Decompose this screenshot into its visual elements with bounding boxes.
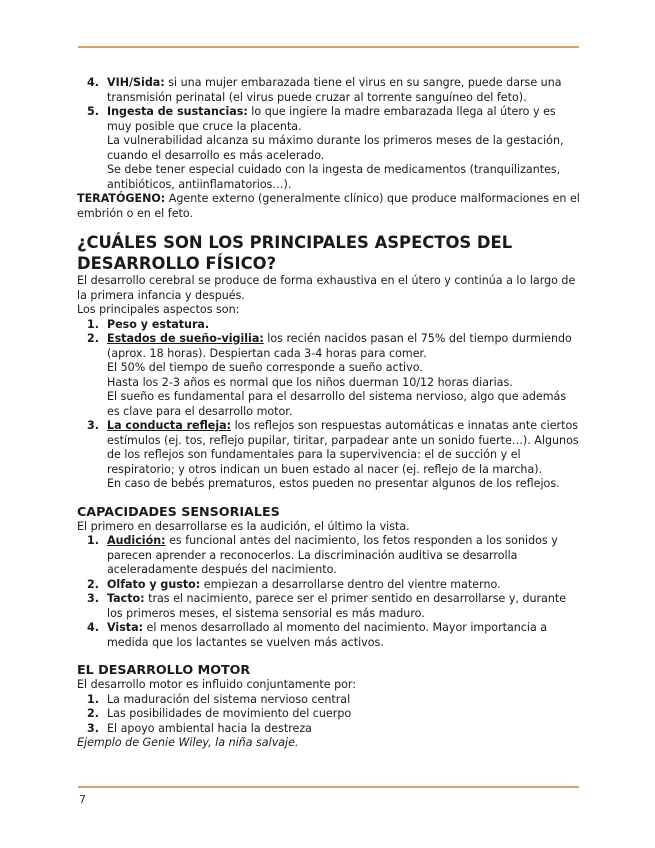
- item-text: lo que ingiere la madre embarazada llega al útero y es muy posible que cruce la placenta.: [107, 105, 556, 133]
- item-term: Olfato y gusto:: [107, 577, 201, 591]
- item-number: 1.: [87, 317, 99, 331]
- definition-text: Agente externo (generalmente clínico) que produce malformaciones en el embrión o en el feto.: [77, 192, 580, 220]
- definition-term: TERATÓGENO:: [77, 192, 166, 205]
- item-number: 1.: [87, 692, 99, 706]
- item-text: el menos desarrollado al momento del nacimiento. Mayor importancia a medida que los lactantes se vuelven más activos.: [107, 621, 548, 649]
- list-item-vista: [77, 621, 581, 650]
- section-title-desarrollo-fisico: ¿CUÁLES SON LOS PRINCIPALES ASPECTOS DEL DESARROLLO FÍSICO?: [77, 233, 513, 273]
- item-term: Vista:: [107, 621, 144, 634]
- item-term: VIH/Sida:: [107, 76, 165, 89]
- item-term: Audición:: [107, 534, 166, 547]
- page-number: 7: [79, 793, 86, 806]
- list-item-sueno: [77, 332, 581, 419]
- item-number: 2.: [87, 707, 99, 720]
- item-number: 2.: [87, 332, 99, 345]
- list-top: [77, 76, 581, 192]
- item-text: los recién nacidos pasan el 75% del tiempo durmiendo (aprox. 18 horas). Despiertan cada 3-4 horas para comer.: [107, 332, 572, 360]
- list-item-tacto: [77, 592, 581, 621]
- item-extra: Hasta los 2-3 años es normal que los niños duerman 10/12 horas diarias.: [107, 375, 513, 389]
- section-intro: El desarrollo motor es influido conjuntamente por:: [77, 678, 357, 691]
- list-item-apoyo: [77, 722, 581, 737]
- item-number: 4.: [87, 621, 99, 634]
- list-item-peso: [77, 318, 581, 333]
- item-number: 5.: [87, 105, 99, 118]
- item-number: 3.: [87, 592, 99, 605]
- item-term: La conducta refleja:: [107, 419, 232, 432]
- page-content: [77, 76, 581, 751]
- section-intro: El primero en desarrollarse es la audición, el último la vista.: [77, 519, 410, 533]
- item-term: Ingesta de sustancias:: [107, 105, 248, 118]
- teratogeno-definition: [77, 192, 581, 221]
- item-text: El apoyo ambiental hacia la destreza: [107, 721, 312, 735]
- item-text: si una mujer embarazada tiene el virus en su sangre, puede darse una transmisión perinatal (el virus puede cruzar al torrente sanguíneo del feto).: [107, 76, 562, 104]
- item-number: 3.: [87, 419, 99, 432]
- item-term: Peso y estatura.: [107, 317, 210, 331]
- item-text: Las posibilidades de movimiento del cuerpo: [107, 707, 352, 720]
- list-motor: [77, 693, 581, 737]
- list-item-maduracion: [77, 693, 581, 708]
- item-text: empiezan a desarrollarse dentro del vientre materno.: [200, 577, 501, 591]
- section-title-capacidades: CAPACIDADES SENSORIALES: [77, 503, 280, 519]
- header-rule: [78, 46, 579, 48]
- list-item-vih: [77, 76, 581, 105]
- item-term: Estados de sueño-vigilia:: [107, 332, 264, 345]
- item-number: 4.: [87, 76, 99, 89]
- list-item-audicion: [77, 534, 581, 578]
- list-item-olfato: [77, 578, 581, 593]
- list-desarrollo-fisico: [77, 318, 581, 492]
- list-item-movimiento: [77, 707, 581, 722]
- list-item-conducta: [77, 419, 581, 492]
- item-text: La maduración del sistema nervioso central: [107, 692, 351, 706]
- item-extra: La vulnerabilidad alcanza su máximo durante los primeros meses de la gestación, cuando el desarrollo es más acelerado.: [107, 134, 564, 162]
- item-text: los reflejos son respuestas automáticas e innatas ante ciertos estímulos (ej. tos, reflejo pupilar, tiritar, parpadear ante un sonido fuerte…). Algunos de los reflejos son fundamentales para la supervivencia: el de succión y el respiratorio; y otros indican un buen estado al nacer (ej. reflejo de la marcha).: [107, 419, 579, 476]
- item-number: 3.: [87, 721, 99, 735]
- item-text: tras el nacimiento, parece ser el primer sentido en desarrollarse y, durante los primeros meses, el sistema sensorial es más maduro.: [107, 592, 567, 620]
- list-item-sustancias: [77, 105, 581, 192]
- item-number: 1.: [87, 534, 99, 547]
- item-term: Tacto:: [107, 592, 145, 605]
- footer-rule: [78, 786, 579, 788]
- item-extra: Se debe tener especial cuidado con la ingesta de medicamentos (tranquilizantes, antibióticos, antiinflamatorios…).: [107, 163, 561, 191]
- item-text: es funcional antes del nacimiento, los fetos responden a los sonidos y parecen aprender a reconocerlos. La discriminación auditiva se desarrolla aceleradamente después del nacimiento.: [107, 534, 558, 576]
- item-extra: En caso de bebés prematuros, estos pueden no presentar algunos de los reflejos.: [107, 477, 560, 490]
- section-intro-2: Los principales aspectos son:: [77, 303, 240, 316]
- section-intro: El desarrollo cerebral se produce de forma exhaustiva en el útero y continúa a lo largo de la primera infancia y después.: [77, 274, 576, 302]
- item-extra: El sueño es fundamental para el desarrollo del sistema nervioso, algo que además es clave para el desarrollo motor.: [107, 390, 567, 418]
- item-number: 2.: [87, 577, 99, 591]
- list-capacidades: [77, 534, 581, 650]
- item-extra: El 50% del tiempo de sueño corresponde a sueño activo.: [107, 361, 423, 374]
- section-title-motor: EL DESARROLLO MOTOR: [77, 662, 251, 677]
- example-note: Ejemplo de Genie Wiley, la niña salvaje.: [77, 736, 299, 749]
